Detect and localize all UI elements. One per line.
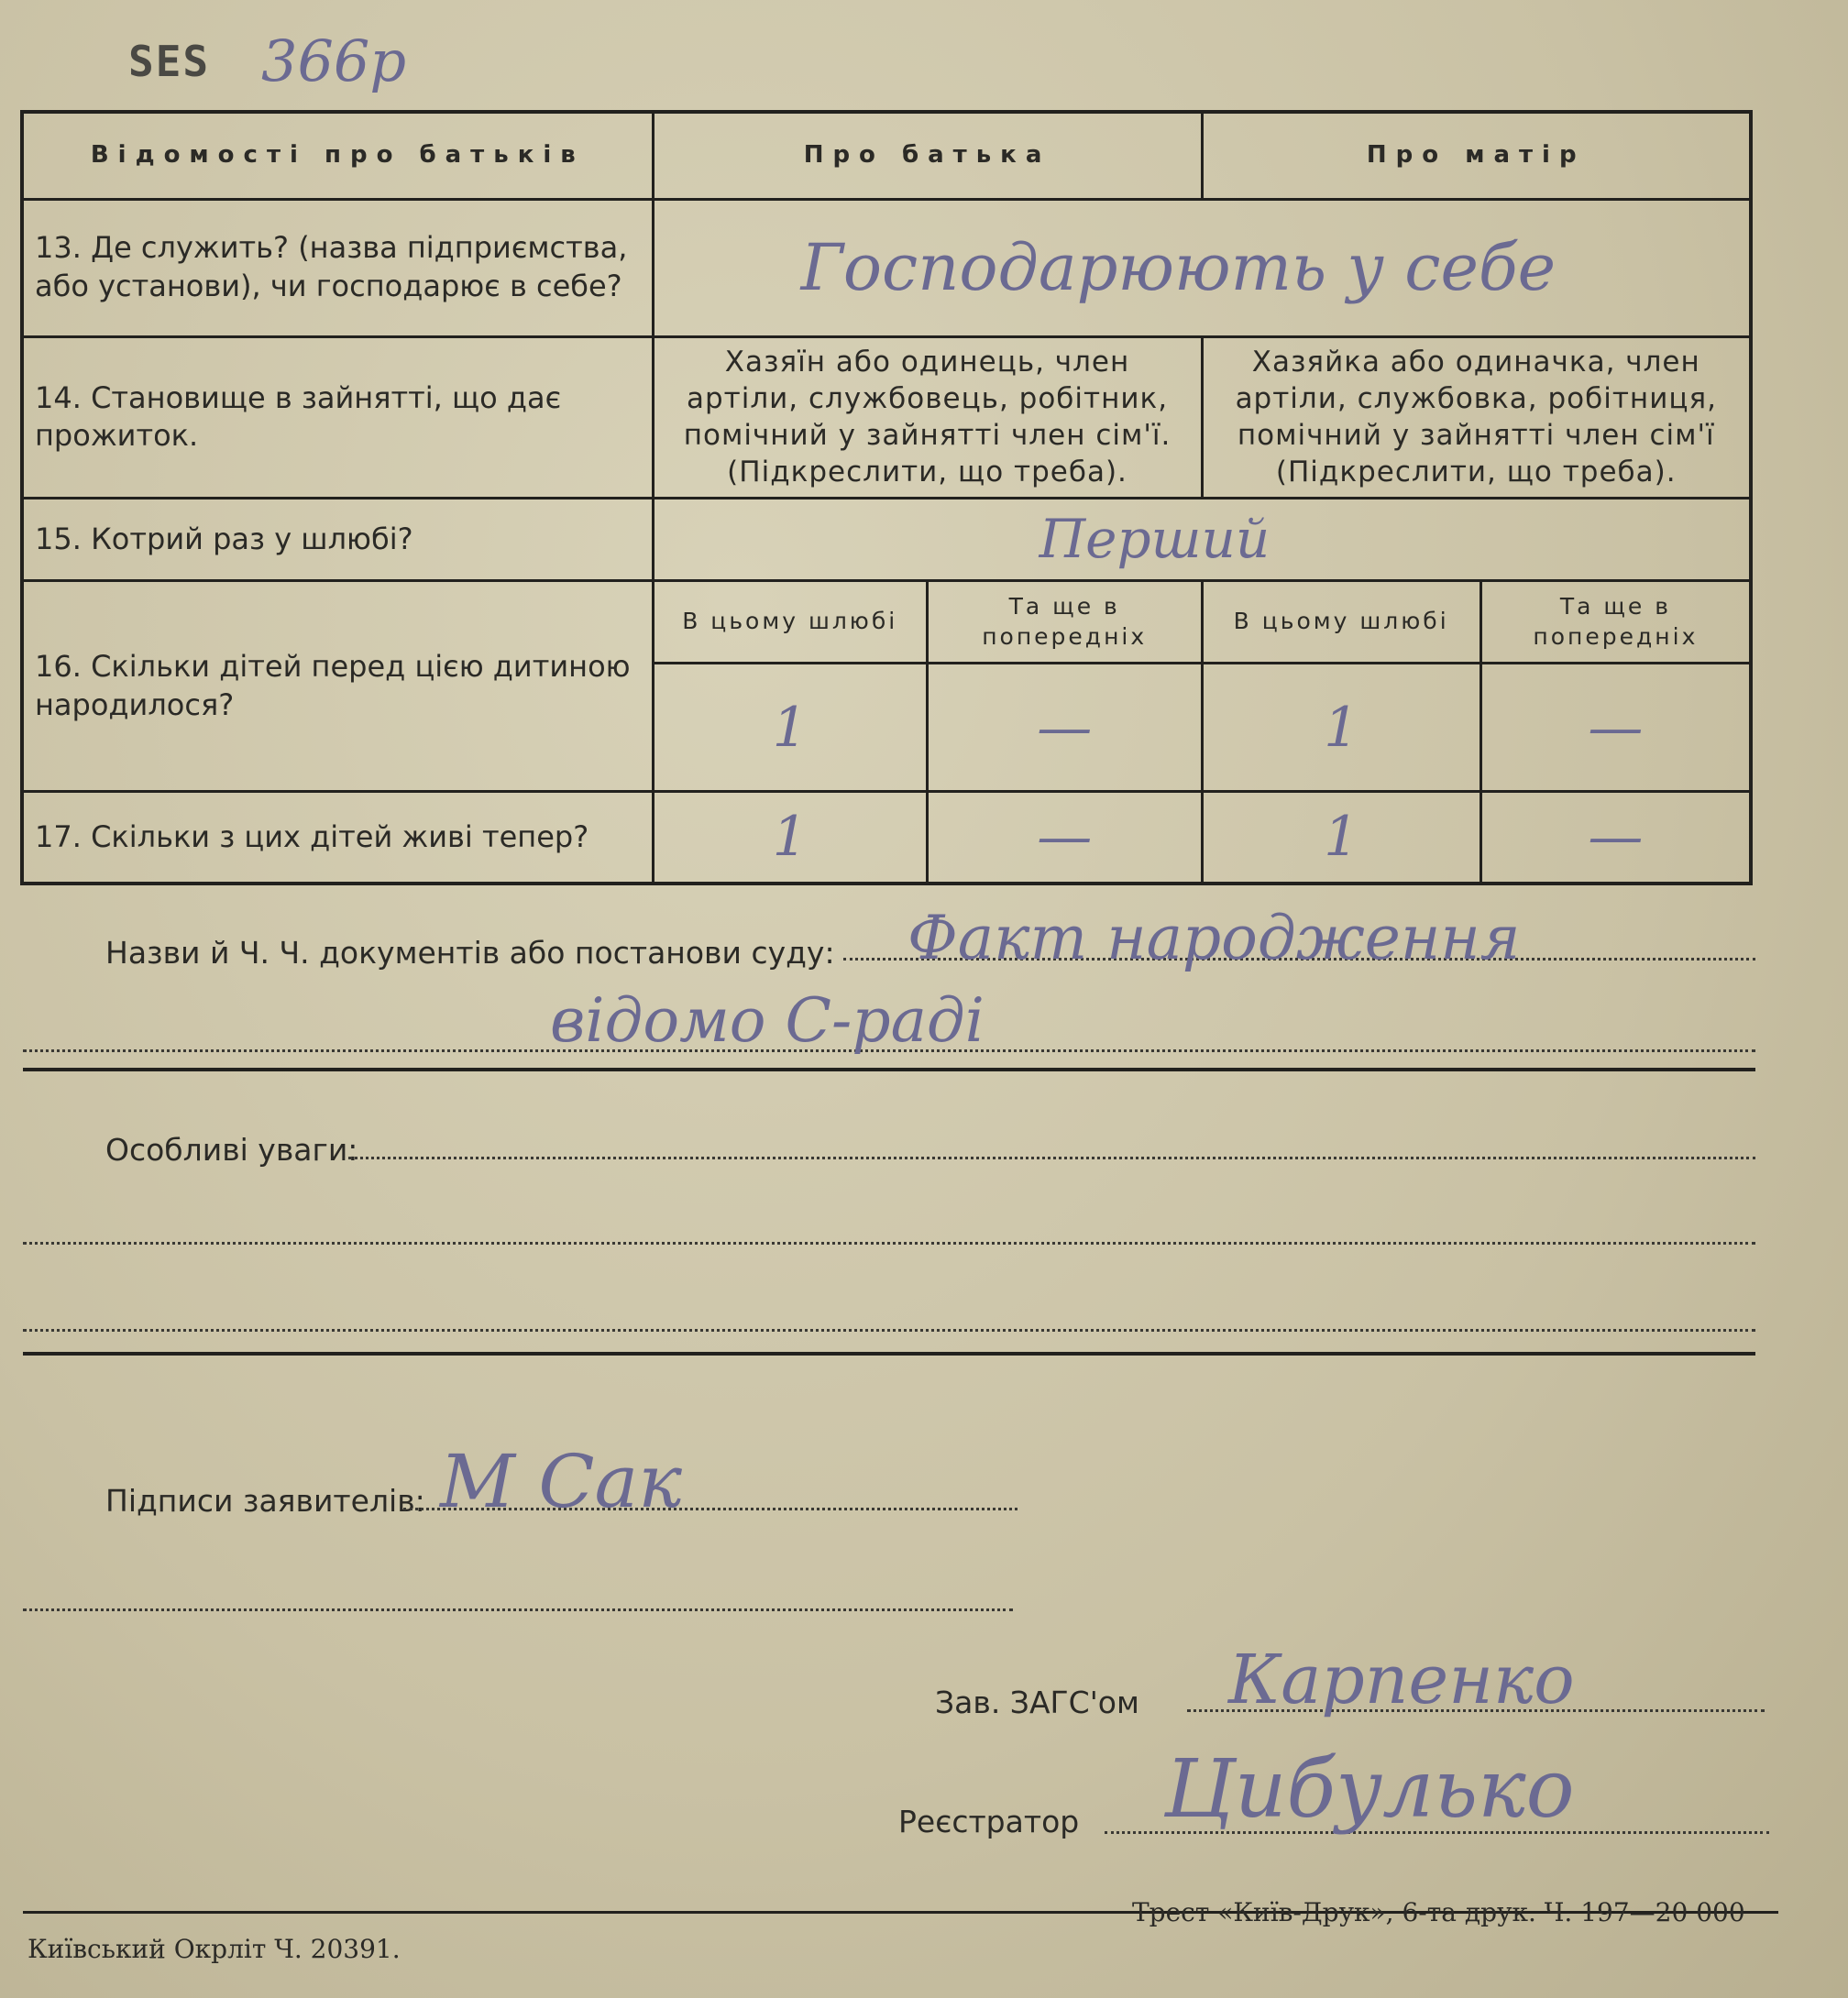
header-mother: Про матір bbox=[1202, 112, 1751, 199]
remarks-line-3 bbox=[23, 1329, 1755, 1332]
remarks-line-2 bbox=[23, 1242, 1755, 1245]
q16-mother-prev: — bbox=[1480, 664, 1751, 792]
question-15: 15. Котрий раз у шлюбі? bbox=[22, 498, 653, 580]
applicants-signature: М Сак bbox=[440, 1439, 683, 1524]
footer-left: Київський Окрліт Ч. 20391. bbox=[28, 1934, 401, 1964]
options-14-mother: Хазяйка або одиначка, член артіли, службовка, робітниця, помічний у зайнятті член сім'ї (Підкреслити, що треба). bbox=[1202, 336, 1751, 498]
corner-stamp: SES bbox=[128, 37, 211, 86]
q17-mother-prev: — bbox=[1480, 792, 1751, 884]
header-father: Про батька bbox=[653, 112, 1202, 199]
q16-mother-this: 1 bbox=[1202, 664, 1480, 792]
section-rule-1 bbox=[23, 1068, 1755, 1071]
remarks-line-1 bbox=[348, 1157, 1755, 1159]
question-13: 13. Де служить? (назва підприємства, або установи), чи господарює в себе? bbox=[22, 199, 653, 336]
registrar-signature: Цибулько bbox=[1164, 1741, 1575, 1836]
documents-handwritten-2: відомо С-раді bbox=[550, 985, 984, 1056]
applicants-label: Підписи заявителів: bbox=[105, 1483, 425, 1519]
question-16: 16. Скільки дітей перед цією дитиною народилося? bbox=[22, 581, 653, 792]
registrar-label: Реєстратор bbox=[898, 1804, 1080, 1839]
parents-info-table bbox=[20, 110, 1753, 885]
documents-handwritten-1: Факт народження bbox=[908, 903, 1521, 973]
handwritten-file-number: 366р bbox=[261, 27, 407, 94]
header-parents-info: Відомості про батьків bbox=[22, 112, 653, 199]
answer-13: Господарюють у себе bbox=[653, 199, 1751, 336]
subheader-father-this: В цьому шлюбі bbox=[653, 581, 927, 664]
applicants-line-2 bbox=[23, 1608, 1013, 1611]
question-17: 17. Скільки з цих дітей живі тепер? bbox=[22, 792, 653, 884]
subheader-mother-prev: Та ще в попередніх bbox=[1480, 581, 1751, 664]
footer-right: Трест «Київ-Друк», 6-та друк. Ч. 197—20 000 bbox=[1132, 1897, 1745, 1927]
q16-father-this: 1 bbox=[653, 664, 927, 792]
subheader-father-prev: Та ще в попередніх bbox=[927, 581, 1202, 664]
q17-mother-this: 1 bbox=[1202, 792, 1480, 884]
documents-label: Назви й Ч. Ч. документів або постанови суду: bbox=[105, 935, 835, 971]
answer-15: Перший bbox=[653, 498, 1751, 580]
options-14-father: Хазяїн або одинець, член артіли, службовець, робітник, помічний у зайнятті член сім'ї. (Підкреслити, що треба). bbox=[653, 336, 1202, 498]
zags-head-signature: Карпенко bbox=[1228, 1641, 1575, 1719]
q17-father-prev: — bbox=[927, 792, 1202, 884]
question-14: 14. Становище в зайнятті, що дає прожиток. bbox=[22, 336, 653, 498]
remarks-label: Особливі уваги: bbox=[105, 1132, 358, 1168]
q16-father-prev: — bbox=[927, 664, 1202, 792]
subheader-mother-this: В цьому шлюбі bbox=[1202, 581, 1480, 664]
q17-father-this: 1 bbox=[653, 792, 927, 884]
zags-head-label: Зав. ЗАГС'ом bbox=[935, 1685, 1139, 1720]
section-rule-2 bbox=[23, 1352, 1755, 1356]
